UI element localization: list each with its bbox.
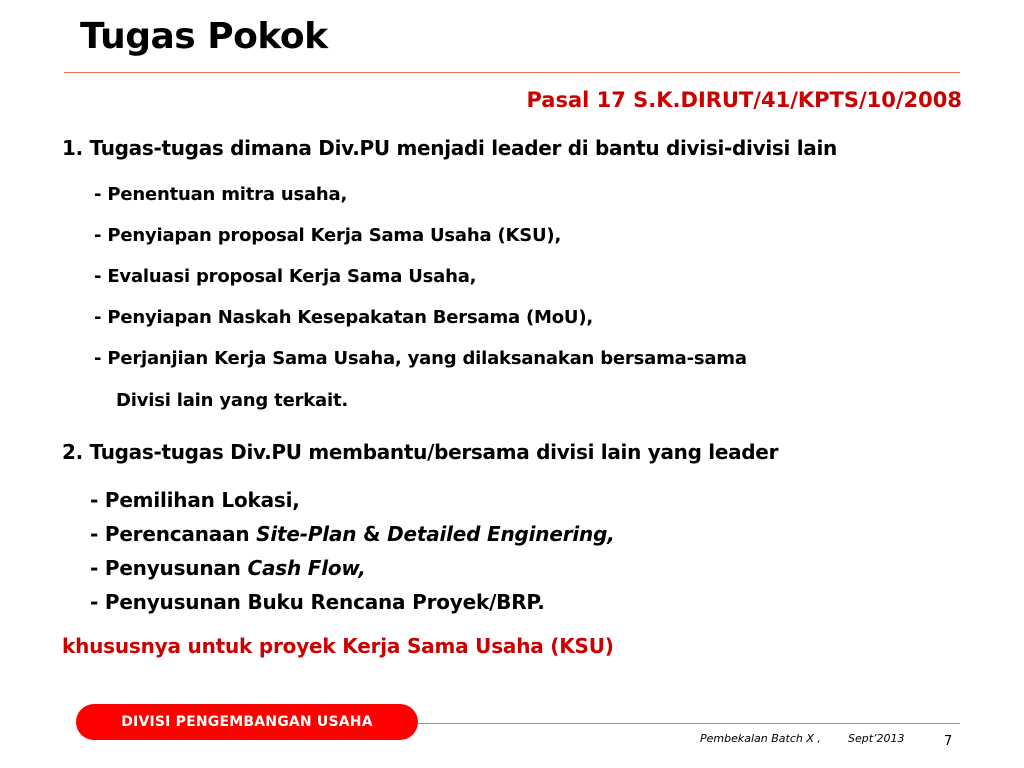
footer-divider bbox=[418, 723, 960, 724]
section-1-item: - Penyiapan proposal Kerja Sama Usaha (KSU), bbox=[94, 225, 562, 246]
page-number: 7 bbox=[944, 734, 953, 749]
footer-event: Pembekalan Batch X , bbox=[700, 732, 821, 745]
division-badge-label: DIVISI PENGEMBANGAN USAHA bbox=[121, 714, 373, 730]
item-suffix: , bbox=[607, 522, 615, 546]
section-2-item: - Penyusunan Buku Rencana Proyek/BRP. bbox=[90, 590, 545, 614]
section-1-item: - Penentuan mitra usaha, bbox=[94, 184, 348, 205]
division-badge bbox=[76, 704, 418, 740]
section-2-item bbox=[90, 556, 366, 580]
item-emphasis: Site-Plan bbox=[256, 522, 357, 546]
item-emphasis: Detailed Enginering bbox=[387, 522, 608, 546]
section-2-item bbox=[90, 522, 615, 546]
highlight-note: khususnya untuk proyek Kerja Sama Usaha (KSU) bbox=[62, 634, 614, 658]
slide-title: Tugas Pokok bbox=[80, 16, 328, 57]
reference-label: Pasal 17 S.K.DIRUT/41/KPTS/10/2008 bbox=[526, 88, 962, 112]
item-connector: & bbox=[356, 522, 388, 546]
item-prefix: - Penyusunan bbox=[90, 556, 248, 580]
item-suffix: , bbox=[358, 556, 366, 580]
section-1-heading: 1. Tugas-tugas dimana Div.PU menjadi leader di bantu divisi-divisi lain bbox=[62, 136, 837, 160]
section-1-item: - Penyiapan Naskah Kesepakatan Bersama (MoU), bbox=[94, 307, 593, 328]
section-2-item: - Pemilihan Lokasi, bbox=[90, 488, 300, 512]
title-divider bbox=[64, 72, 960, 73]
footer-date: Sept’2013 bbox=[848, 732, 905, 745]
section-1-item-continuation: Divisi lain yang terkait. bbox=[116, 390, 348, 411]
section-1-item: - Perjanjian Kerja Sama Usaha, yang dilaksanakan bersama-sama bbox=[94, 348, 747, 369]
section-1-item: - Evaluasi proposal Kerja Sama Usaha, bbox=[94, 266, 477, 287]
item-prefix: - Perencanaan bbox=[90, 522, 257, 546]
section-2-heading: 2. Tugas-tugas Div.PU membantu/bersama divisi lain yang leader bbox=[62, 440, 779, 464]
item-emphasis: Cash Flow bbox=[247, 556, 359, 580]
